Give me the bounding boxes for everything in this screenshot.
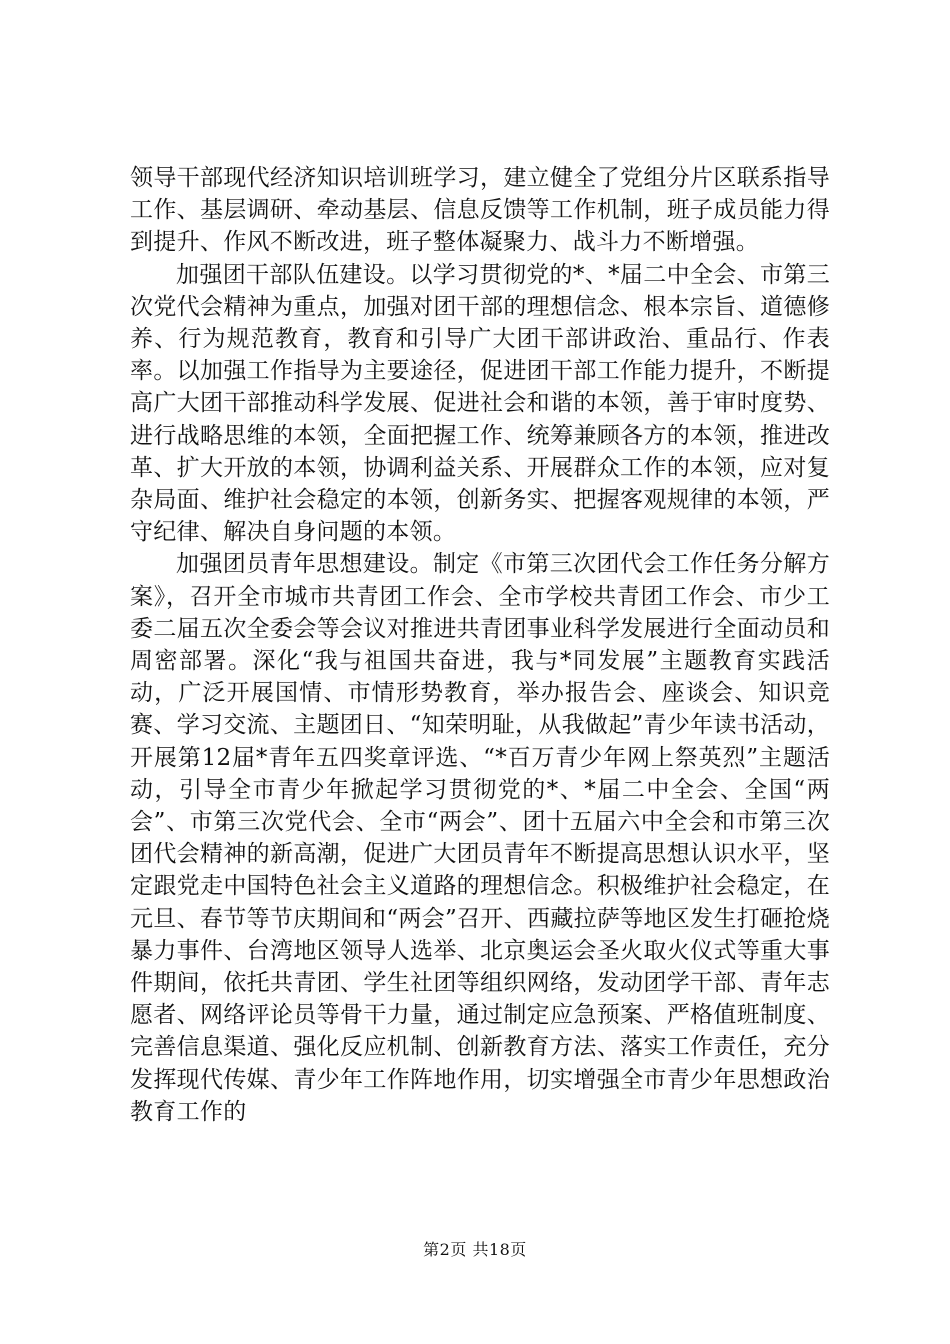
body-paragraph-3: 加强团员青年思想建设。制定《市第三次团代会工作任务分解方案》，召开全市城市共青团工作会、全市学校共青团工作会、市少工委二届五次全委会等会议对推进共青团事业科学发展进行全面动员和周密部署。深化“我与祖国共奋进，我与*同发展”主题教育实践活动，广泛开展国情、市情形势教育，举办报告会、座谈会、知识竞赛、学习交流、主题团日、“知荣明耻，从我做起”青少年读书活动，开展第12届*青年五四奖章评选、“*百万青少年网上祭英烈”主题活动，引导全市青少年掀起学习贯彻党的*、*届二中全会、全国“两会”、市第三次党代会、全市“两会”、团十五届六中全会和市第三次团代会精神的新高潮，促进广大团员青年不断提高思想认识水平，坚定跟党走中国特色社会主义道路的理想信念。积极维护社会稳定，在元旦、春节等节庆期间和“两会”召开、西藏拉萨等地区发生打砸抢烧暴力事件、台湾地区领导人选举、北京奥运会圣火取火仪式等重大事件期间，依托共青团、学生社团等组织网络，发动团学干部、青年志愿者、网络评论员等骨干力量，通过制定应急预案、严格值班制度、完善信息渠道、强化反应机制、创新教育方法、落实工作责任，充分发挥现代传媒、青少年工作阵地作用，切实增强全市青少年思想政治教育工作的 (130, 551, 830, 1125)
page-number-footer: 第2页 共18页 (423, 1240, 527, 1259)
body-paragraph-1: 领导干部现代经济知识培训班学习，建立健全了党组分片区联系指导工作、基层调研、牵动基层、信息反馈等工作机制，班子成员能力得到提升、作风不断改进，班子整体凝聚力、战斗力不断增强。 (130, 165, 830, 256)
document-body (130, 162, 830, 1128)
body-paragraph-2: 加强团干部队伍建设。以学习贯彻党的*、*届二中全会、市第三次党代会精神为重点，加强对团干部的理想信念、根本宗旨、道德修养、行为规范教育，教育和引导广大团干部讲政治、重品行、作表率。以加强工作指导为主要途径，促进团干部工作能力提升，不断提高广大团干部推动科学发展、促进社会和谐的本领，善于审时度势、进行战略思维的本领，全面把握工作、统筹兼顾各方的本领，推进改革、扩大开放的本领，协调利益关系、开展群众工作的本领，应对复杂局面、维护社会稳定的本领，创新务实、把握客观规律的本领，严守纪律、解决自身问题的本领。 (130, 261, 830, 546)
